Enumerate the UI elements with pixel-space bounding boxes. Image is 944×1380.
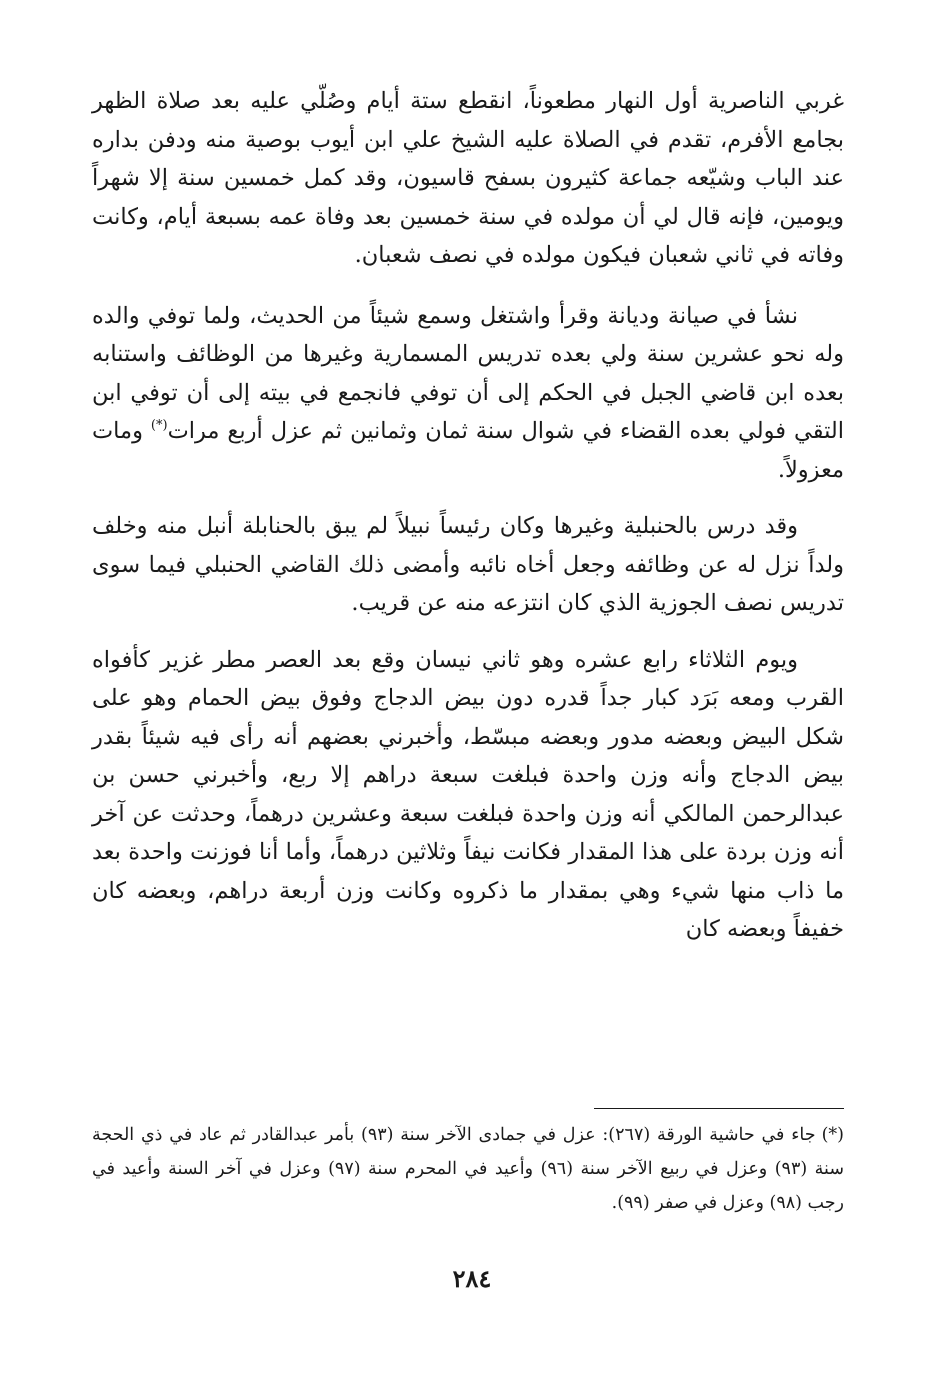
paragraph-2-ending: ومات معزولاً. (92, 418, 844, 483)
footnote-marker: (*) (821, 1125, 844, 1145)
paragraph-2-text: نشأ في صيانة وديانة وقرأ واشتغل وسمع شيئاً من الحديث، ولما توفي والده وله نحو عشرين سنة ولي بعده تدريس المسمارية وغيرها من الوظائف واستنابه بعده ابن قاضي الجبل في الحكم إلى أن توفي فانجمع في بيته إلى أن توفي ابن التقي فولي بعده القضاء في شوال سنة ثمان وثمانين ثم عزل أربع مرات (92, 302, 844, 444)
footnote (92, 1118, 844, 1220)
paragraph-2 (92, 297, 844, 490)
footnote-divider (594, 1108, 844, 1109)
footnote-reference[interactable]: (*) (150, 418, 168, 433)
paragraph-3: وقد درس بالحنبلية وغيرها وكان رئيساً نبيلاً لم يبق بالحنابلة أنبل منه وخلف ولداً نزل له عن وظائفه وجعل أخاه نائبه وأمضى ذلك القاضي الحنبلي فيما سوى تدريس نصف الجوزية الذي كان انتزعه منه عن قريب. (92, 513, 844, 616)
page-number: ٢٨٤ (452, 1264, 492, 1293)
paragraph-1: غربي الناصرية أول النهار مطعوناً، انقطع ستة أيام وصُلّي عليه بعد صلاة الظهر بجامع الأفرم، تقدم في الصلاة عليه الشيخ علي ابن أيوب بوصية منه ودفن بداره عند الباب وشيّعه جماعة كثيرون بسفح قاسيون، وقد كمل خمسين سنة إلا شهراً ويومين، فإنه قال لي أن مولده في سنة خمسين بعد وفاة عمه بسبعة أيام، وكانت وفاته في ثاني شعبان فيكون مولده في نصف شعبان. (92, 88, 844, 268)
footnote-text: جاء في حاشية الورقة (٢٦٧): عزل في جمادى الآخر سنة (٩٣) بأمر عبدالقادر ثم عاد في ذي الحجة سنة (٩٣) وعزل في ربيع الآخر سنة (٩٦) وأعيد في المحرم سنة (٩٧) وعزل في آخر السنة وأعيد في رجب (٩٨) وعزل في صفر (٩٩). (92, 1125, 844, 1213)
paragraph-4: ويوم الثلاثاء رابع عشره وهو ثاني نيسان وقع بعد العصر مطر غزير كأفواه القرب ومعه بَرَد كبار جداً قدره دون بيض الدجاج وفوق بيض الحمام وهو على شكل البيض وبعضه مدور وبعضه مبسّط، وأخبرني بعضهم أنه رأى فيه شيئاً بقدر بيض الدجاج وأنه وزن واحدة فبلغت سبعة دراهم إلا ربع، وأخبرني حسن بن عبدالرحمن المالكي أنه وزن واحدة فبلغت سبعة وعشرين درهماً، وحدثت عن آخر أنه وزن بردة على هذا المقدار فكانت نيفاً وثلاثين درهماً، وأما أنا فوزنت واحدة بعد ما ذاب منها شيء وهي بمقدار ما ذكروه وكانت وزن أربعة دراهم، وبعضه كان خفيفاً وبعضه كان (92, 646, 844, 942)
page-body (92, 82, 844, 967)
